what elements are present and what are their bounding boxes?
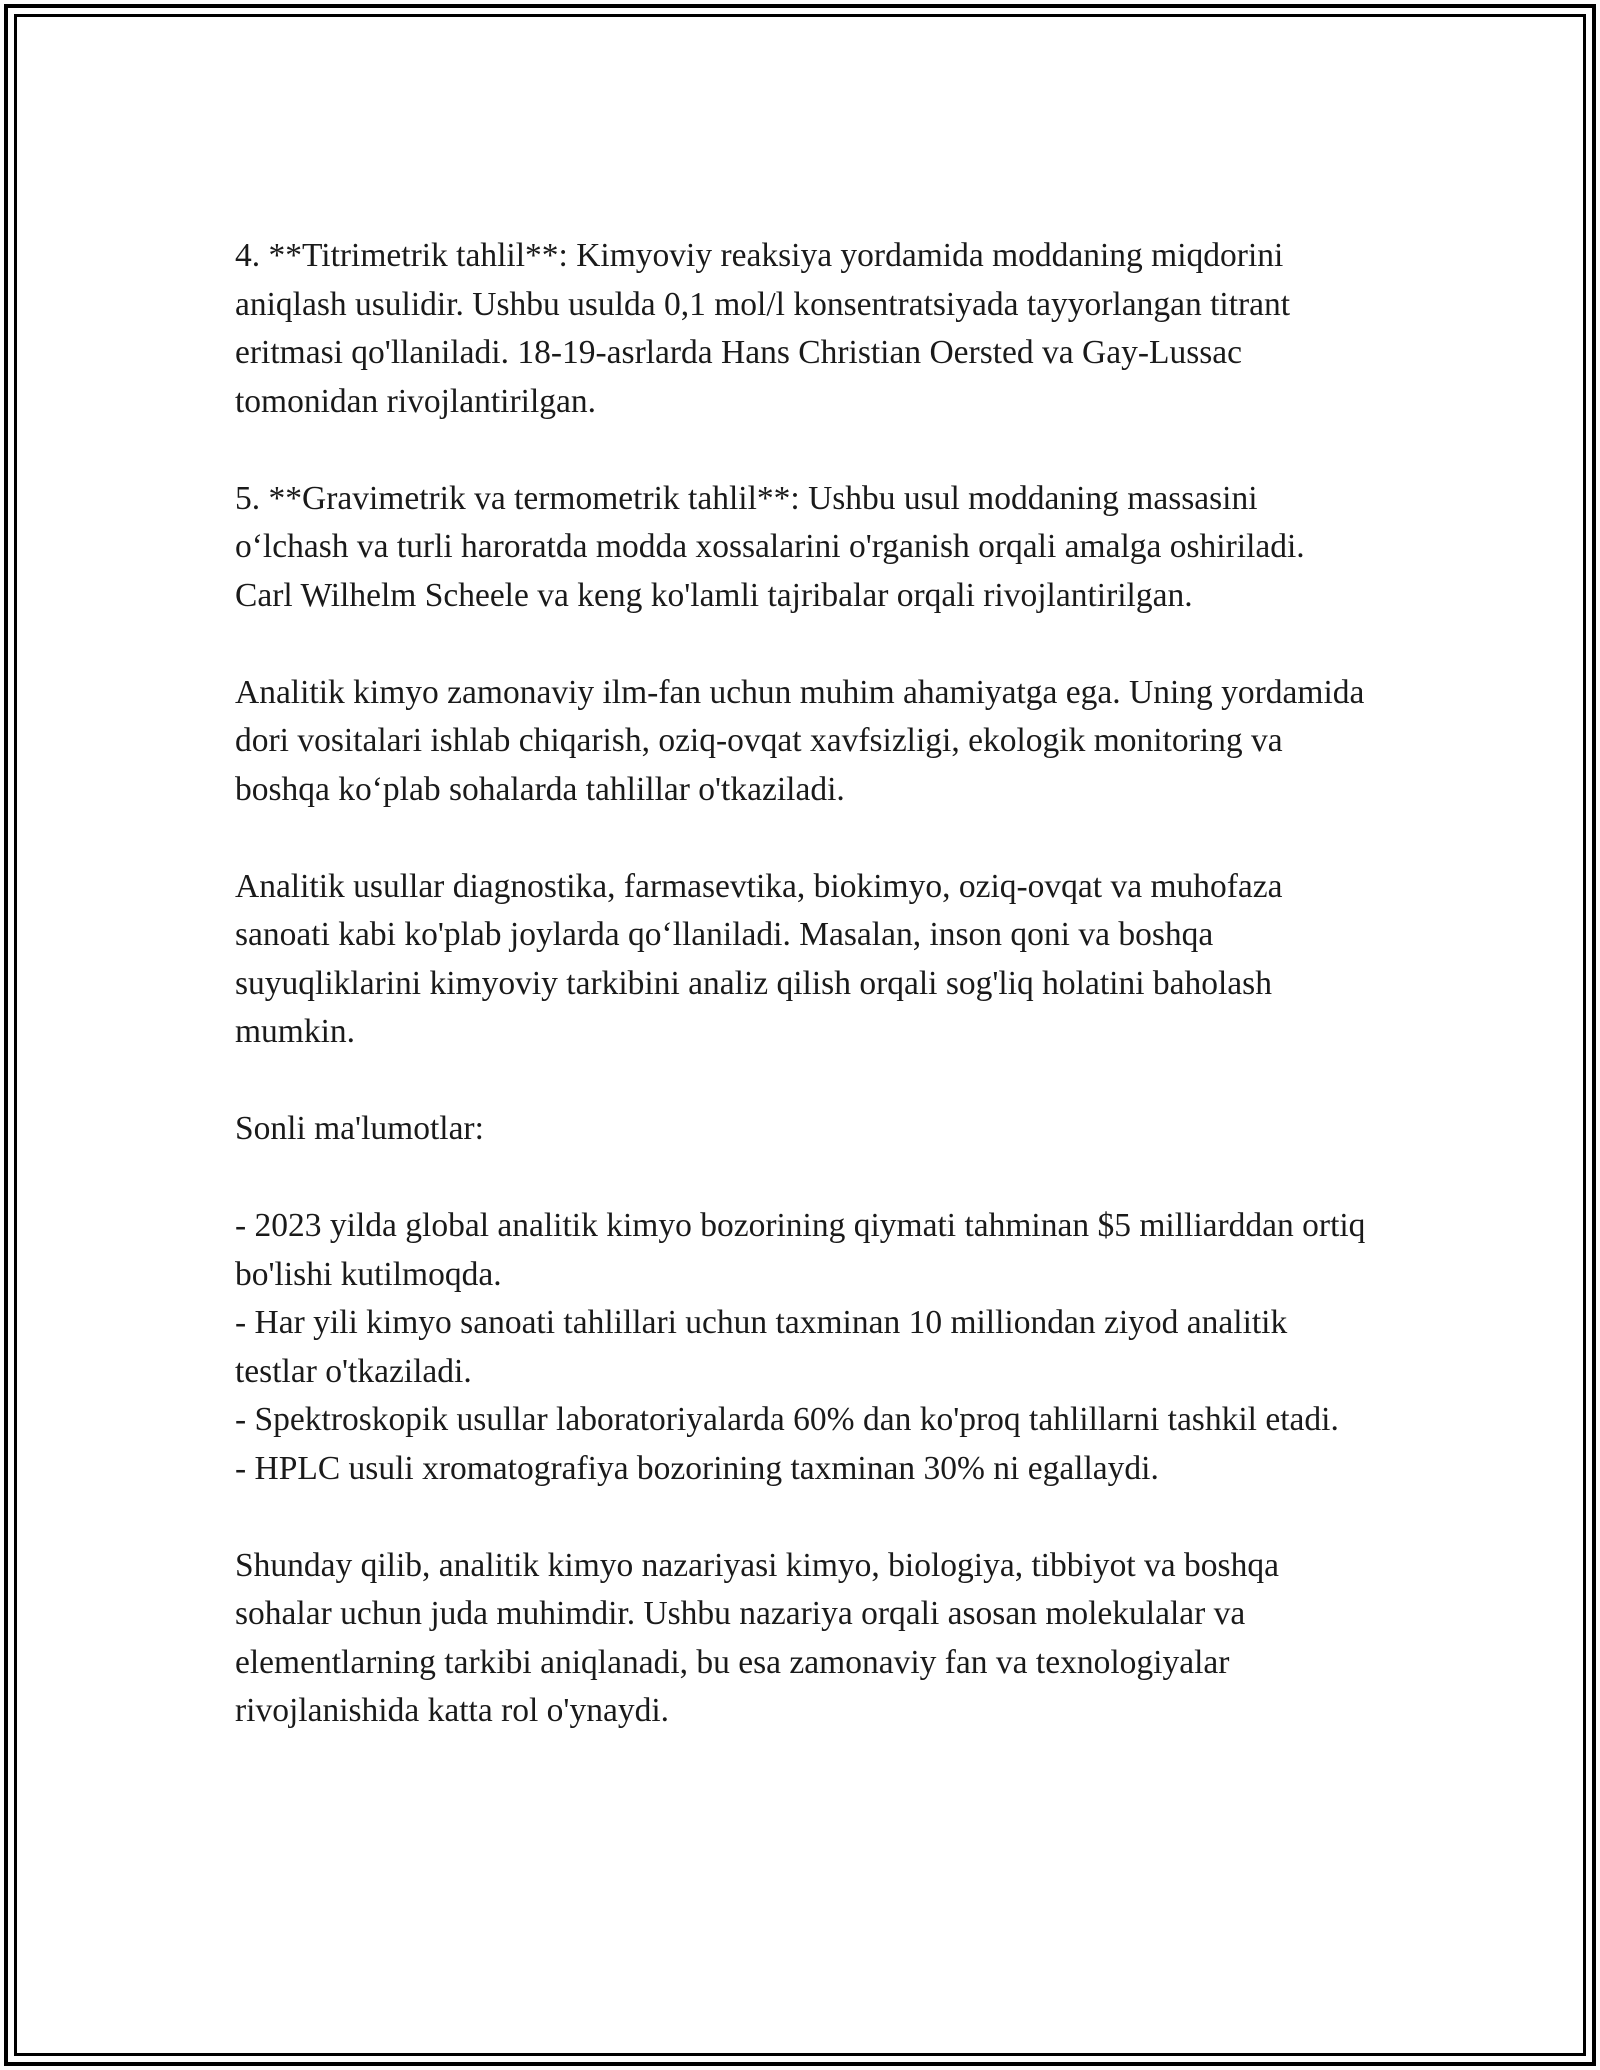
list-item: - 2023 yilda global analitik kimyo bozorining qiymati tahminan $5 milliarddan ortiq bo'lishi kutilmoqda. bbox=[235, 1207, 1366, 1293]
numeric-data-list bbox=[235, 1202, 1370, 1493]
list-item: - HPLC usuli xromatografiya bozorining taxminan 30% ni egallaydi. bbox=[235, 1449, 1159, 1487]
paragraph-gravimetric: 5. **Gravimetrik va termometrik tahlil**: Ushbu usul moddaning massasini o‘lchash va turli haroratda modda xossalarini o'rganish orqali amalga oshiriladi. Carl Wilhelm Scheele va keng ko'lamli tajribalar orqali rivojlantirilgan. bbox=[235, 479, 1305, 614]
paragraph-applications: Analitik usullar diagnostika, farmasevtika, biokimyo, oziq-ovqat va muhofaza sanoati kabi ko'plab joylarda qo‘llaniladi. Masalan, inson qoni va boshqa suyuqliklarini kimyoviy tarkibini analiz qilish orqali sog'liq holatini baholash mumkin. bbox=[235, 867, 1283, 1050]
paragraph-conclusion: Shunday qilib, analitik kimyo nazariyasi kimyo, biologiya, tibbiyot va boshqa sohalar uchun juda muhimdir. Ushbu nazariya orqali asosan molekulalar va elementlarning tarkibi aniqlanadi, bu esa zamonaviy fan va texnologiyalar rivojlanishida katta rol o'ynaydi. bbox=[235, 1546, 1279, 1729]
list-item: - Har yili kimyo sanoati tahlillari uchun taxminan 10 milliondan ziyod analitik testlar o'tkaziladi. bbox=[235, 1304, 1288, 1390]
paragraph-importance: Analitik kimyo zamonaviy ilm-fan uchun muhim ahamiyatga ega. Uning yordamida dori vositalari ishlab chiqarish, oziq-ovqat xavfsizligi, ekologik monitoring va boshqa ko‘plab sohalarda tahlillar o'tkaziladi. bbox=[235, 673, 1365, 808]
paragraph-titrimetric: 4. **Titrimetrik tahlil**: Kimyoviy reaksiya yordamida moddaning miqdorini aniqlash usulidir. Ushbu usulda 0,1 mol/l konsentratsiyada tayyorlangan titrant eritmasi qo'llaniladi. 18-19-asrlarda Hans Christian Oersted va Gay-Lussac tomonidan rivojlantirilgan. bbox=[235, 237, 1291, 420]
document-body bbox=[235, 232, 1370, 1736]
numeric-data-heading: Sonli ma'lumotlar: bbox=[235, 1110, 484, 1147]
list-item: - Spektroskopik usullar laboratoriyalarda 60% dan ko'proq tahlillarni tashkil etadi. bbox=[235, 1401, 1339, 1438]
